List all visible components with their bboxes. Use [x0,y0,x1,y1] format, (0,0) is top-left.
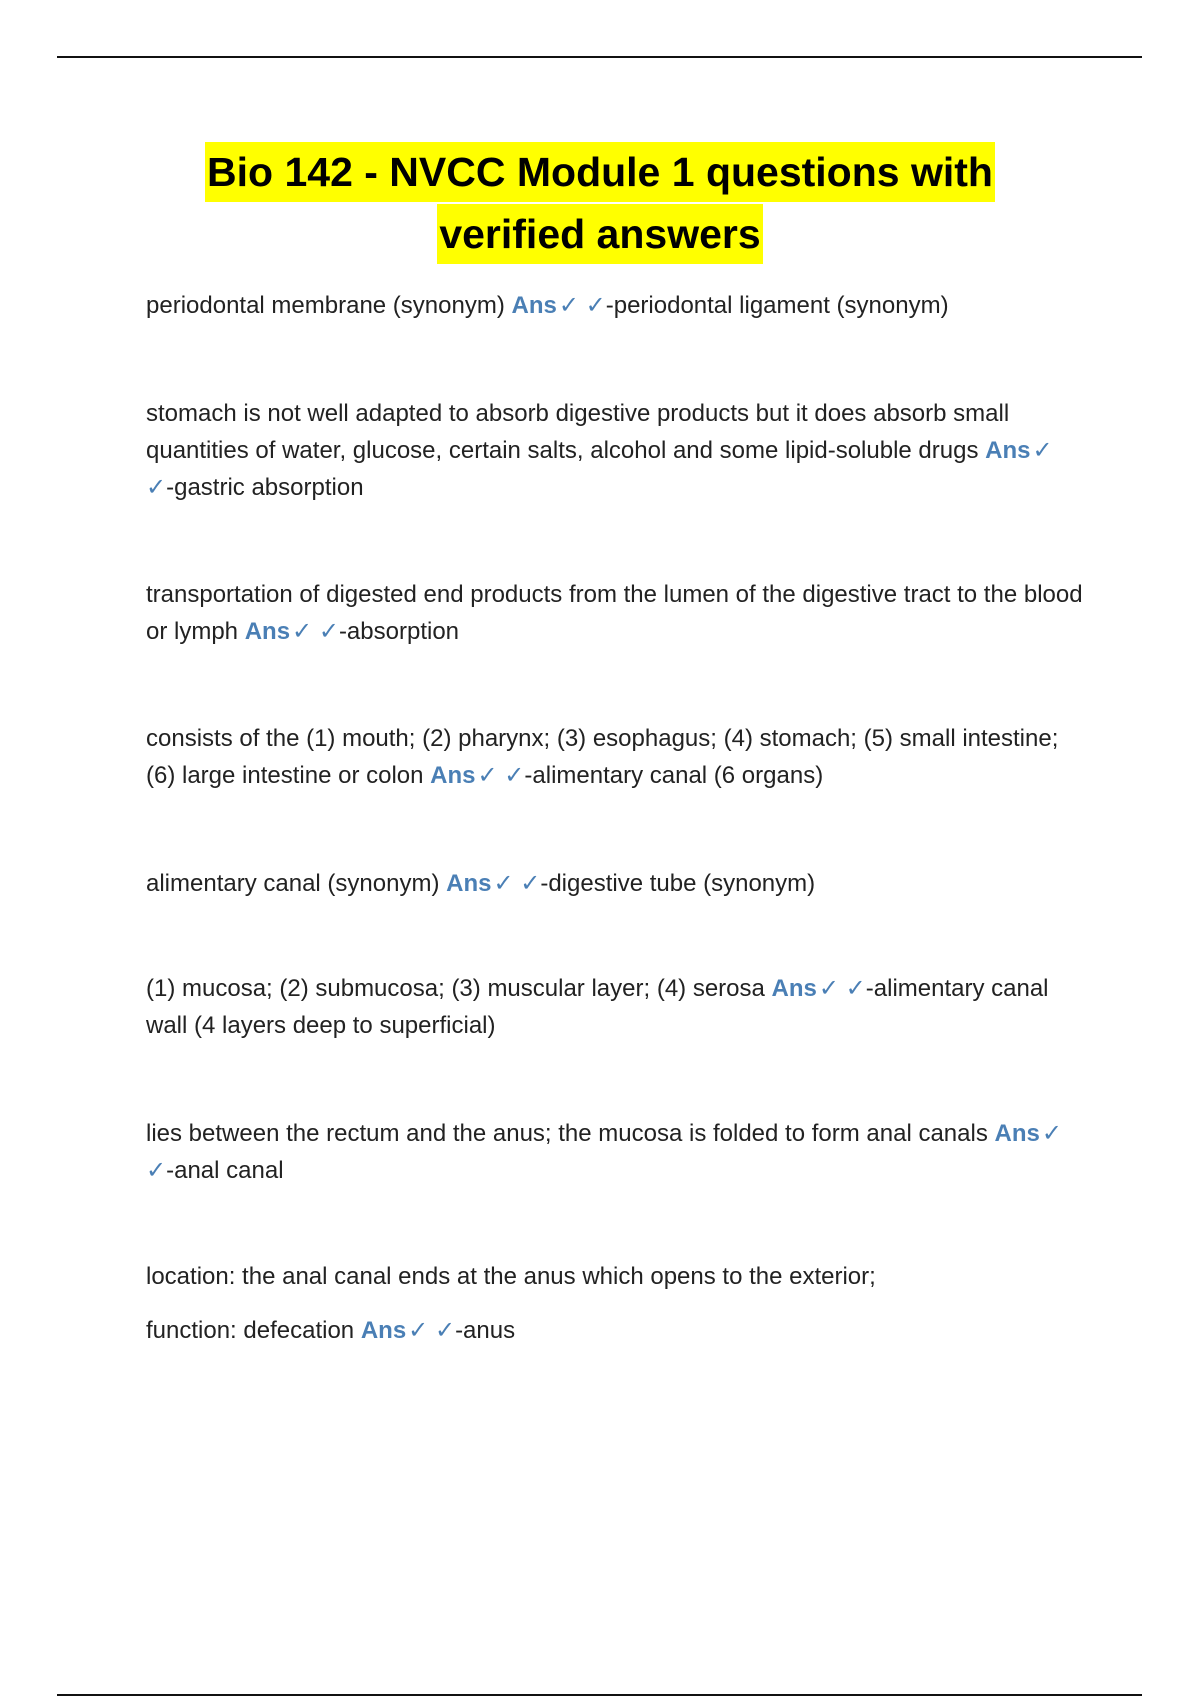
qa-item [146,287,1086,324]
answer-text: -digestive tube (synonym) [540,870,816,897]
ans-label: Ans [430,762,476,789]
ans-label: Ans [360,1317,407,1344]
question-text: transportation of digested end products from the lumen of the digestive tract to the blood or lymph [146,581,1083,645]
answer-text: -gastric absorption [166,474,364,501]
check-icon: ✓ ✓ [558,292,606,319]
title-line-1: Bio 142 - NVCC Module 1 questions with [205,142,995,202]
qa-item [146,865,1086,902]
ans-label: Ans [244,618,291,645]
question-text: alimentary canal (synonym) [146,870,447,897]
check-icon: ✓ ✓ [408,1317,456,1344]
document-title [0,142,1200,264]
question-text-line-2: function: defecation [146,1317,361,1344]
answer-text: -anal canal [166,1157,284,1184]
question-answer-line-2 [146,1312,1086,1349]
qa-item [146,1258,1086,1349]
answer-text: -periodontal ligament (synonym) [605,292,949,319]
ans-label: Ans [985,437,1031,464]
check-icon: ✓ ✓ [292,618,339,645]
question-text: (1) mucosa; (2) submucosa; (3) muscular layer; (4) serosa [146,975,772,1002]
answer-text: -alimentary canal wall (4 layers deep to superficial) [146,975,1049,1039]
ans-label: Ans [994,1120,1040,1147]
answer-text: -alimentary canal (6 organs) [524,762,824,789]
question-text: consists of the (1) mouth; (2) pharynx; (3) esophagus; (4) stomach; (5) small intestine; (6) large intestine or colon [146,725,1059,789]
ans-label: Ans [771,975,817,1002]
qa-item [146,395,1086,506]
question-text: stomach is not well adapted to absorb digestive products but it does absorb small quantities of water, glucose, certain salts, alcohol and some lipid-soluble drugs [146,400,1010,464]
question-text: lies between the rectum and the anus; the mucosa is folded to form anal canals [146,1120,995,1147]
check-icon: ✓ ✓ [477,762,525,789]
question-text-line-1: location: the anal canal ends at the anus which opens to the exterior; [146,1263,876,1290]
ans-label: Ans [511,292,557,319]
answer-text: -absorption [338,618,460,645]
question-text: periodontal membrane (synonym) [146,292,512,319]
check-icon: ✓ ✓ [146,437,1053,501]
qa-item [146,1115,1086,1189]
check-icon: ✓ ✓ [493,870,541,897]
check-icon: ✓ ✓ [818,975,866,1002]
qa-item [146,720,1086,794]
qa-item [146,576,1086,650]
qa-item [146,970,1086,1044]
title-line-2: verified answers [437,204,762,264]
ans-label: Ans [446,870,492,897]
bottom-rule [57,1694,1142,1696]
top-rule [57,56,1142,58]
answer-text: -anus [455,1317,516,1344]
check-icon: ✓ ✓ [146,1120,1062,1184]
